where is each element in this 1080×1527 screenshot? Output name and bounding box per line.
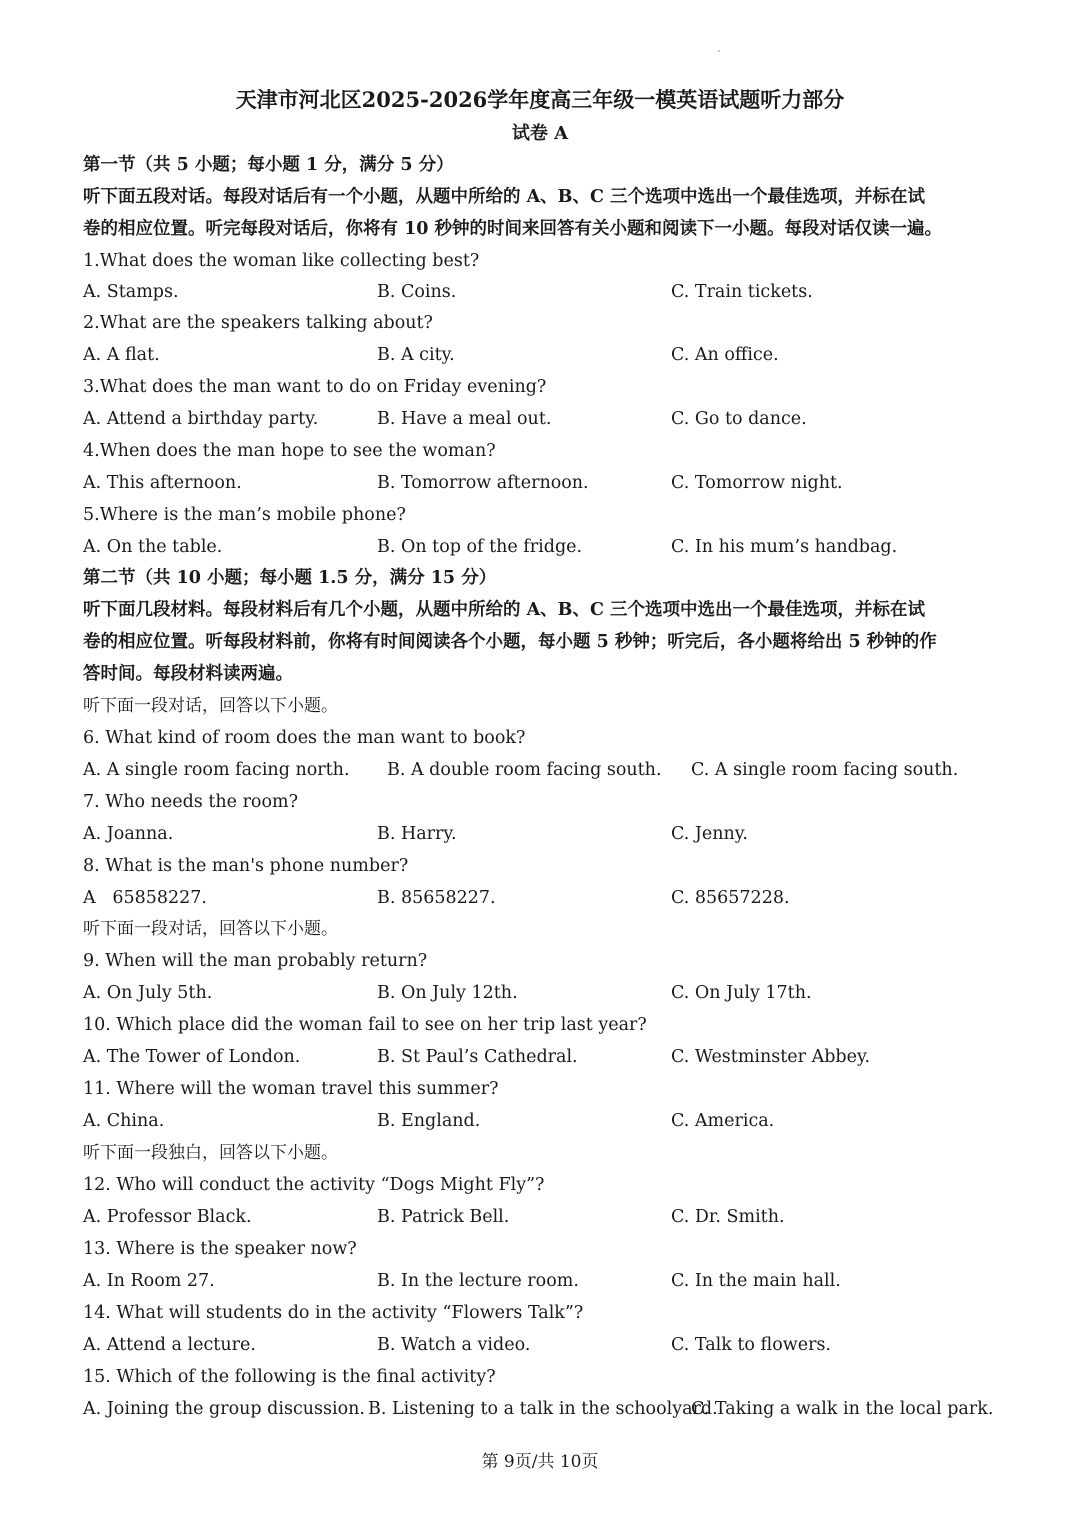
option-b: B. St Paul’s Cathedral.: [377, 1047, 578, 1067]
question-9: 9. When will the man probably return?: [83, 951, 428, 971]
question-10: 10. Which place did the woman fail to see on her trip last year?: [83, 1015, 647, 1035]
option-b: B. On July 12th.: [377, 983, 518, 1003]
option-a: A. This afternoon.: [83, 473, 242, 493]
option-b: B. Tomorrow afternoon.: [377, 473, 589, 493]
question-7: 7. Who needs the room?: [83, 792, 298, 812]
question-14: 14. What will students do in the activity “Flowers Talk”?: [83, 1303, 584, 1323]
option-c: C. In his mum’s handbag.: [671, 537, 898, 557]
option-a: A. On July 5th.: [83, 983, 213, 1003]
option-a: A. The Tower of London.: [83, 1047, 301, 1067]
listening-intro: 听下面一段独白，回答以下小题。: [83, 1143, 338, 1163]
page-title: 天津市河北区2025-2026学年度高三年级一模英语试题听力部分: [235, 87, 845, 112]
option-c: C. Tomorrow night.: [671, 473, 843, 493]
option-c: C. In the main hall.: [671, 1271, 841, 1291]
option-a: A. Stamps.: [83, 282, 179, 302]
section-1-instruction-line: 听下面五段对话。每段对话后有一个小题，从题中所给的 A、B、C 三个选项中选出一个最佳选项，并标在试: [83, 187, 925, 207]
option-a: A. Professor Black.: [83, 1207, 252, 1227]
option-a: A. A single room facing north.: [83, 760, 350, 780]
question-4: 4.When does the man hope to see the woman?: [83, 441, 496, 461]
option-b: B. Coins.: [377, 282, 457, 302]
option-c: C. Westminster Abbey.: [671, 1047, 871, 1067]
question-8: 8. What is the man's phone number?: [83, 856, 409, 876]
paper-subtitle: 试卷 A: [511, 123, 569, 144]
question-12: 12. Who will conduct the activity “Dogs Might Fly”?: [83, 1175, 545, 1195]
option-a: A. Attend a birthday party.: [83, 409, 319, 429]
scan-speck: [718, 50, 720, 52]
option-b: B. Patrick Bell.: [377, 1207, 510, 1227]
page-footer: 第 9页/共 10页: [481, 1452, 599, 1472]
section-2-instruction-line: 卷的相应位置。听每段材料前，你将有时间阅读各个小题，每小题 5 秒钟；听完后，各小题将给出 5 秒钟的作: [83, 632, 937, 652]
option-c: C. An office.: [671, 345, 779, 365]
question-13: 13. Where is the speaker now?: [83, 1239, 357, 1259]
listening-intro: 听下面一段对话，回答以下小题。: [83, 919, 338, 939]
listening-intro: 听下面一段对话，回答以下小题。: [83, 696, 338, 716]
option-c: C. Taking a walk in the local park.: [691, 1399, 994, 1419]
option-b: B. In the lecture room.: [377, 1271, 579, 1291]
option-a: A. Joanna.: [83, 824, 174, 844]
option-a: A. In Room 27.: [83, 1271, 215, 1291]
section-1-instruction-line: 卷的相应位置。听完每段对话后，你将有 10 秒钟的时间来回答有关小题和阅读下一小题。每段对话仅读一遍。: [83, 219, 943, 239]
question-11: 11. Where will the woman travel this summer?: [83, 1079, 499, 1099]
question-2: 2.What are the speakers talking about?: [83, 313, 433, 333]
section-2-instruction-line: 答时间。每段材料读两遍。: [83, 664, 293, 684]
option-a: A. On the table.: [83, 537, 223, 557]
option-b: B. A double room facing south.: [387, 760, 662, 780]
question-5: 5.Where is the man’s mobile phone?: [83, 505, 406, 525]
option-b: B. A city.: [377, 345, 455, 365]
section-2-instruction-line: 听下面几段材料。每段材料后有几个小题，从题中所给的 A、B、C 三个选项中选出一个最佳选项，并标在试: [83, 600, 925, 620]
option-b: B. Watch a video.: [377, 1335, 531, 1355]
option-c: C. Go to dance.: [671, 409, 807, 429]
question-6: 6. What kind of room does the man want to book?: [83, 728, 526, 748]
option-a: A. China.: [83, 1111, 165, 1131]
option-b: B. 85658227.: [377, 888, 496, 908]
option-c: C. America.: [671, 1111, 775, 1131]
option-b: B. England.: [377, 1111, 481, 1131]
option-c: C. Train tickets.: [671, 282, 813, 302]
option-b: B. Have a meal out.: [377, 409, 552, 429]
option-c: C. On July 17th.: [671, 983, 812, 1003]
option-b: B. Listening to a talk in the schoolyard.: [368, 1399, 718, 1419]
option-a: A. Joining the group discussion.: [83, 1399, 365, 1419]
section-1-header: 第一节（共 5 小题；每小题 1 分，满分 5 分）: [83, 155, 454, 175]
section-2-header: 第二节（共 10 小题；每小题 1.5 分，满分 15 分）: [83, 568, 497, 588]
option-c: C. A single room facing south.: [691, 760, 959, 780]
option-a: A 65858227.: [83, 888, 207, 908]
option-c: C. Jenny.: [671, 824, 748, 844]
option-c: C. Talk to flowers.: [671, 1335, 831, 1355]
option-a: A. Attend a lecture.: [83, 1335, 256, 1355]
question-15: 15. Which of the following is the final activity?: [83, 1367, 496, 1387]
option-c: C. 85657228.: [671, 888, 790, 908]
option-c: C. Dr. Smith.: [671, 1207, 785, 1227]
option-b: B. Harry.: [377, 824, 457, 844]
option-b: B. On top of the fridge.: [377, 537, 583, 557]
question-1: 1.What does the woman like collecting best?: [83, 251, 480, 271]
option-a: A. A flat.: [83, 345, 160, 365]
question-3: 3.What does the man want to do on Friday evening?: [83, 377, 547, 397]
